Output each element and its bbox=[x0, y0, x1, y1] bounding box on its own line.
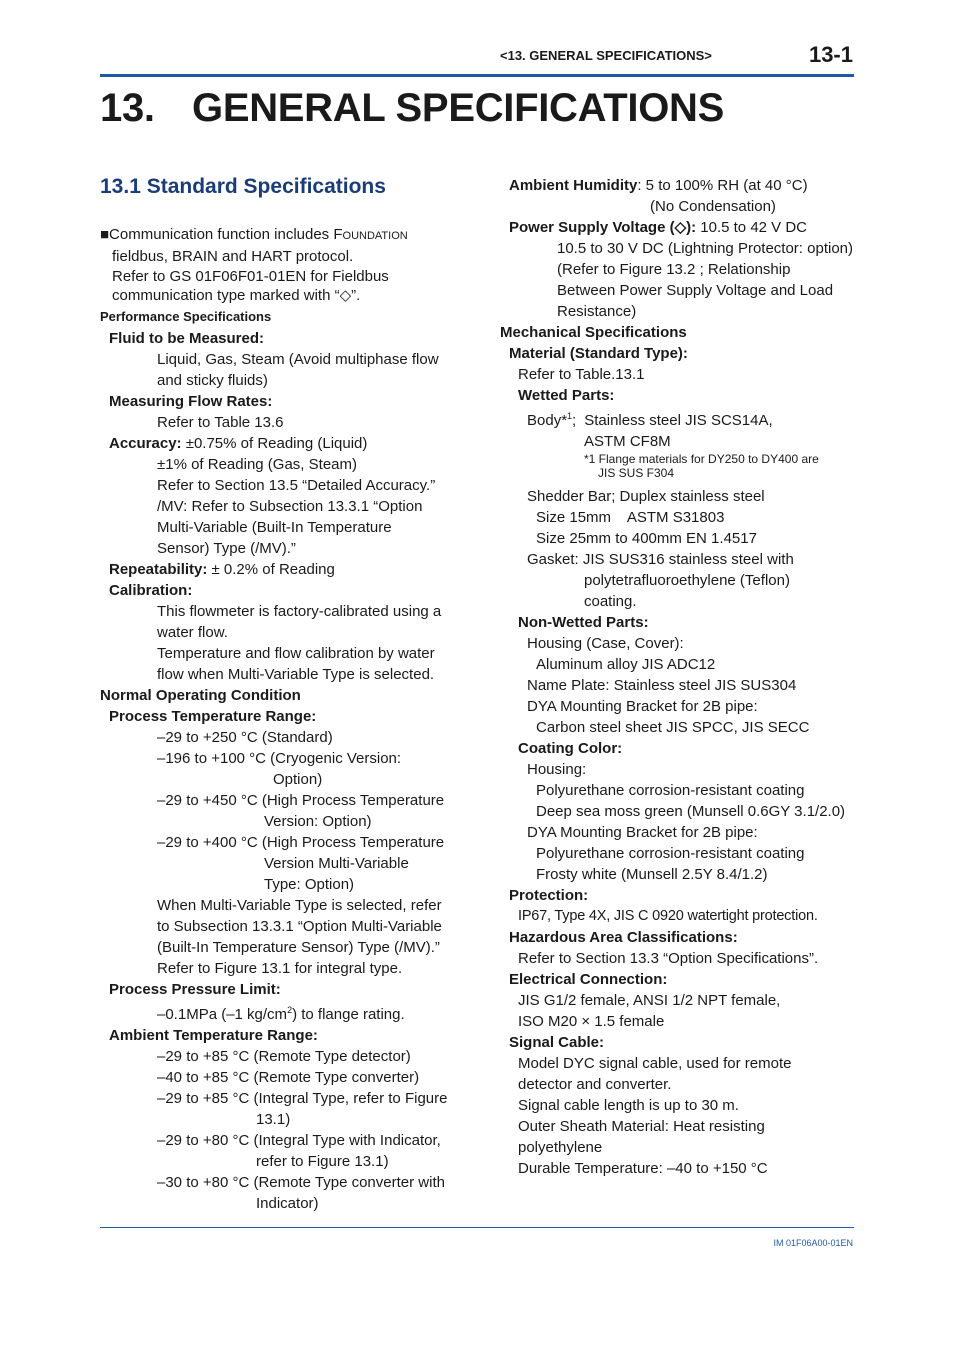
spec-line: Ambient Humidity: 5 to 100% RH (at 40 °C) bbox=[509, 177, 808, 194]
spec-line: Model DYC signal cable, used for remote bbox=[518, 1055, 792, 1072]
spec-heading: Non-Wetted Parts: bbox=[518, 614, 649, 631]
spec-line: Refer to Figure 13.1 for integral type. bbox=[157, 959, 403, 977]
spec-line: Liquid, Gas, Steam (Avoid multiphase flow bbox=[157, 350, 439, 368]
spec-line: water flow. bbox=[157, 623, 228, 641]
spec-heading: Normal Operating Condition bbox=[100, 686, 301, 704]
spec-line: Resistance) bbox=[557, 303, 637, 320]
spec-line: IP67, Type 4X, JIS C 0920 watertight protection. bbox=[518, 908, 818, 924]
spec-line: Refer to GS 01F06F01-01EN for Fieldbus bbox=[112, 267, 389, 285]
spec-line: ISO M20 × 1.5 female bbox=[518, 1013, 665, 1030]
header-rule bbox=[100, 74, 854, 77]
spec-line: flow when Multi-Variable Type is selected. bbox=[157, 665, 435, 683]
spec-line: Gasket: JIS SUS316 stainless steel with bbox=[527, 551, 794, 568]
right-column bbox=[500, 175, 853, 1179]
spec-heading: Performance Specifications bbox=[100, 308, 272, 324]
spec-line: polyethylene bbox=[518, 1139, 603, 1156]
spec-line: 10.5 to 30 V DC (Lightning Protector: option) bbox=[557, 240, 854, 257]
spec-line: (Built-In Temperature Sensor) Type (/MV).” bbox=[157, 938, 440, 956]
spec-line: polytetrafluoroethylene (Teflon) bbox=[584, 572, 790, 589]
spec-line: –40 to +85 °C (Remote Type converter) bbox=[157, 1068, 420, 1086]
spec-heading: Fluid to be Measured: bbox=[109, 329, 265, 347]
spec-line: (No Condensation) bbox=[650, 198, 776, 215]
spec-line: Option) bbox=[273, 770, 323, 788]
spec-line: DYA Mounting Bracket for 2B pipe: bbox=[527, 698, 758, 715]
spec-line: –29 to +450 °C (High Process Temperature bbox=[157, 791, 445, 809]
document-number: IM 01F06A00-01EN bbox=[773, 1238, 853, 1248]
spec-line: Size 25mm to 400mm EN 1.4517 bbox=[536, 530, 757, 547]
spec-line: Frosty white (Munsell 2.5Y 8.4/1.2) bbox=[536, 866, 768, 883]
spec-line: communication type marked with “◇”. bbox=[112, 287, 361, 304]
spec-line: –196 to +100 °C (Cryogenic Version: bbox=[157, 749, 402, 767]
spec-line: fieldbus, BRAIN and HART protocol. bbox=[112, 248, 354, 265]
spec-line: Signal cable length is up to 30 m. bbox=[518, 1097, 739, 1114]
spec-heading: Electrical Connection: bbox=[509, 971, 668, 988]
spec-line: Multi-Variable (Built-In Temperature bbox=[157, 518, 392, 536]
spec-line: Aluminum alloy JIS ADC12 bbox=[536, 656, 716, 673]
spec-line: Size 15mm ASTM S31803 bbox=[536, 509, 725, 526]
spec-line: Polyurethane corrosion-resistant coating bbox=[536, 845, 805, 862]
spec-line: /MV: Refer to Subsection 13.3.1 “Option bbox=[157, 497, 423, 515]
spec-line: JIS G1/2 female, ANSI 1/2 NPT female, bbox=[518, 992, 781, 1009]
chapter-number: 13. bbox=[100, 86, 155, 130]
spec-line: Version Multi-Variable bbox=[264, 854, 409, 872]
footnote: *1 Flange materials for DY250 to DY400 are bbox=[584, 452, 819, 466]
spec-line: Deep sea moss green (Munsell 0.6GY 3.1/2.0) bbox=[536, 803, 846, 820]
spec-line: Durable Temperature: –40 to +150 °C bbox=[518, 1160, 768, 1177]
running-header: <13. GENERAL SPECIFICATIONS> bbox=[500, 48, 712, 63]
spec-line: ±1% of Reading (Gas, Steam) bbox=[157, 455, 357, 473]
spec-line: Housing: bbox=[527, 761, 587, 778]
spec-line: coating. bbox=[584, 593, 637, 610]
footnote: JIS SUS F304 bbox=[598, 466, 675, 480]
spec-line: Name Plate: Stainless steel JIS SUS304 bbox=[527, 677, 797, 694]
spec-line: Outer Sheath Material: Heat resisting bbox=[518, 1118, 765, 1135]
spec-line: Housing (Case, Cover): bbox=[527, 635, 684, 652]
spec-line: –29 to +250 °C (Standard) bbox=[157, 728, 333, 746]
spec-line: Polyurethane corrosion-resistant coating bbox=[536, 782, 805, 799]
spec-line: –29 to +85 °C (Integral Type, refer to Figure bbox=[157, 1089, 448, 1107]
spec-line: and sticky fluids) bbox=[157, 371, 268, 389]
spec-heading: Wetted Parts: bbox=[518, 387, 615, 404]
footer-rule bbox=[100, 1227, 854, 1228]
spec-heading: Coating Color: bbox=[518, 740, 623, 757]
spec-line: This flowmeter is factory-calibrated using a bbox=[157, 602, 442, 620]
spec-heading: Ambient Temperature Range: bbox=[109, 1026, 318, 1044]
left-column bbox=[100, 224, 447, 1214]
spec-heading: Hazardous Area Classifications: bbox=[509, 929, 738, 946]
spec-line: refer to Figure 13.1) bbox=[256, 1152, 389, 1170]
spec-line: Refer to Section 13.3 “Option Specifications”. bbox=[518, 950, 819, 967]
spec-line: ■Communication function includes FOUNDATION bbox=[100, 226, 408, 243]
spec-line: Refer to Table 13.6 bbox=[157, 413, 284, 431]
spec-line: 13.1) bbox=[256, 1110, 291, 1128]
spec-heading: Material (Standard Type): bbox=[509, 345, 688, 362]
spec-heading: Mechanical Specifications bbox=[500, 324, 687, 341]
spec-line: Shedder Bar; Duplex stainless steel bbox=[527, 488, 765, 505]
spec-heading: Process Temperature Range: bbox=[109, 707, 317, 725]
spec-line: Refer to Table.13.1 bbox=[518, 366, 645, 383]
spec-line: to Subsection 13.3.1 “Option Multi-Variable bbox=[157, 917, 442, 935]
spec-line: Indicator) bbox=[256, 1194, 319, 1212]
spec-line: –29 to +80 °C (Integral Type with Indicator, bbox=[157, 1131, 441, 1149]
spec-line: (Refer to Figure 13.2 ; Relationship bbox=[557, 261, 791, 278]
spec-line: Power Supply Voltage (◇): 10.5 to 42 V DC bbox=[509, 219, 808, 236]
spec-line: Temperature and flow calibration by water bbox=[157, 644, 435, 662]
spec-line: detector and converter. bbox=[518, 1076, 672, 1093]
spec-line: Type: Option) bbox=[264, 875, 355, 893]
page-number: 13-1 bbox=[808, 42, 853, 67]
spec-line: –0.1MPa (–1 $kg/cm^2$) to flange rating. bbox=[157, 1004, 405, 1023]
chapter-title bbox=[100, 86, 724, 131]
spec-line: Between Power Supply Voltage and Load bbox=[557, 282, 834, 299]
spec-line: Repeatability: ± 0.2% of Reading bbox=[109, 560, 335, 578]
spec-line: Carbon steel sheet JIS SPCC, JIS SECC bbox=[536, 719, 810, 736]
spec-line: Accuracy: ±0.75% of Reading (Liquid) bbox=[109, 434, 368, 452]
spec-heading: Calibration: bbox=[109, 581, 193, 599]
spec-line: Version: Option) bbox=[264, 812, 372, 830]
spec-line: –30 to +80 °C (Remote Type converter with bbox=[157, 1173, 445, 1191]
spec-line: ASTM CF8M bbox=[584, 433, 671, 450]
section-title: 13.1 Standard Specifications bbox=[100, 175, 386, 198]
spec-heading: Protection: bbox=[509, 887, 589, 904]
spec-line: DYA Mounting Bracket for 2B pipe: bbox=[527, 824, 758, 841]
spec-line: –29 to +400 °C (High Process Temperature bbox=[157, 833, 445, 851]
chapter-title-text: GENERAL SPECIFICATIONS bbox=[192, 86, 724, 130]
spec-line: When Multi-Variable Type is selected, refer bbox=[157, 896, 442, 914]
spec-heading: Measuring Flow Rates: bbox=[109, 392, 273, 410]
spec-line: Body*$^1$; Stainless steel JIS SCS14A, bbox=[527, 411, 773, 429]
spec-line: –29 to +85 °C (Remote Type detector) bbox=[157, 1047, 411, 1065]
spec-line: Refer to Section 13.5 “Detailed Accuracy.” bbox=[157, 476, 436, 494]
spec-heading: Process Pressure Limit: bbox=[109, 980, 281, 998]
spec-heading: Signal Cable: bbox=[509, 1034, 605, 1051]
spec-line: Sensor) Type (/MV).” bbox=[157, 539, 296, 557]
